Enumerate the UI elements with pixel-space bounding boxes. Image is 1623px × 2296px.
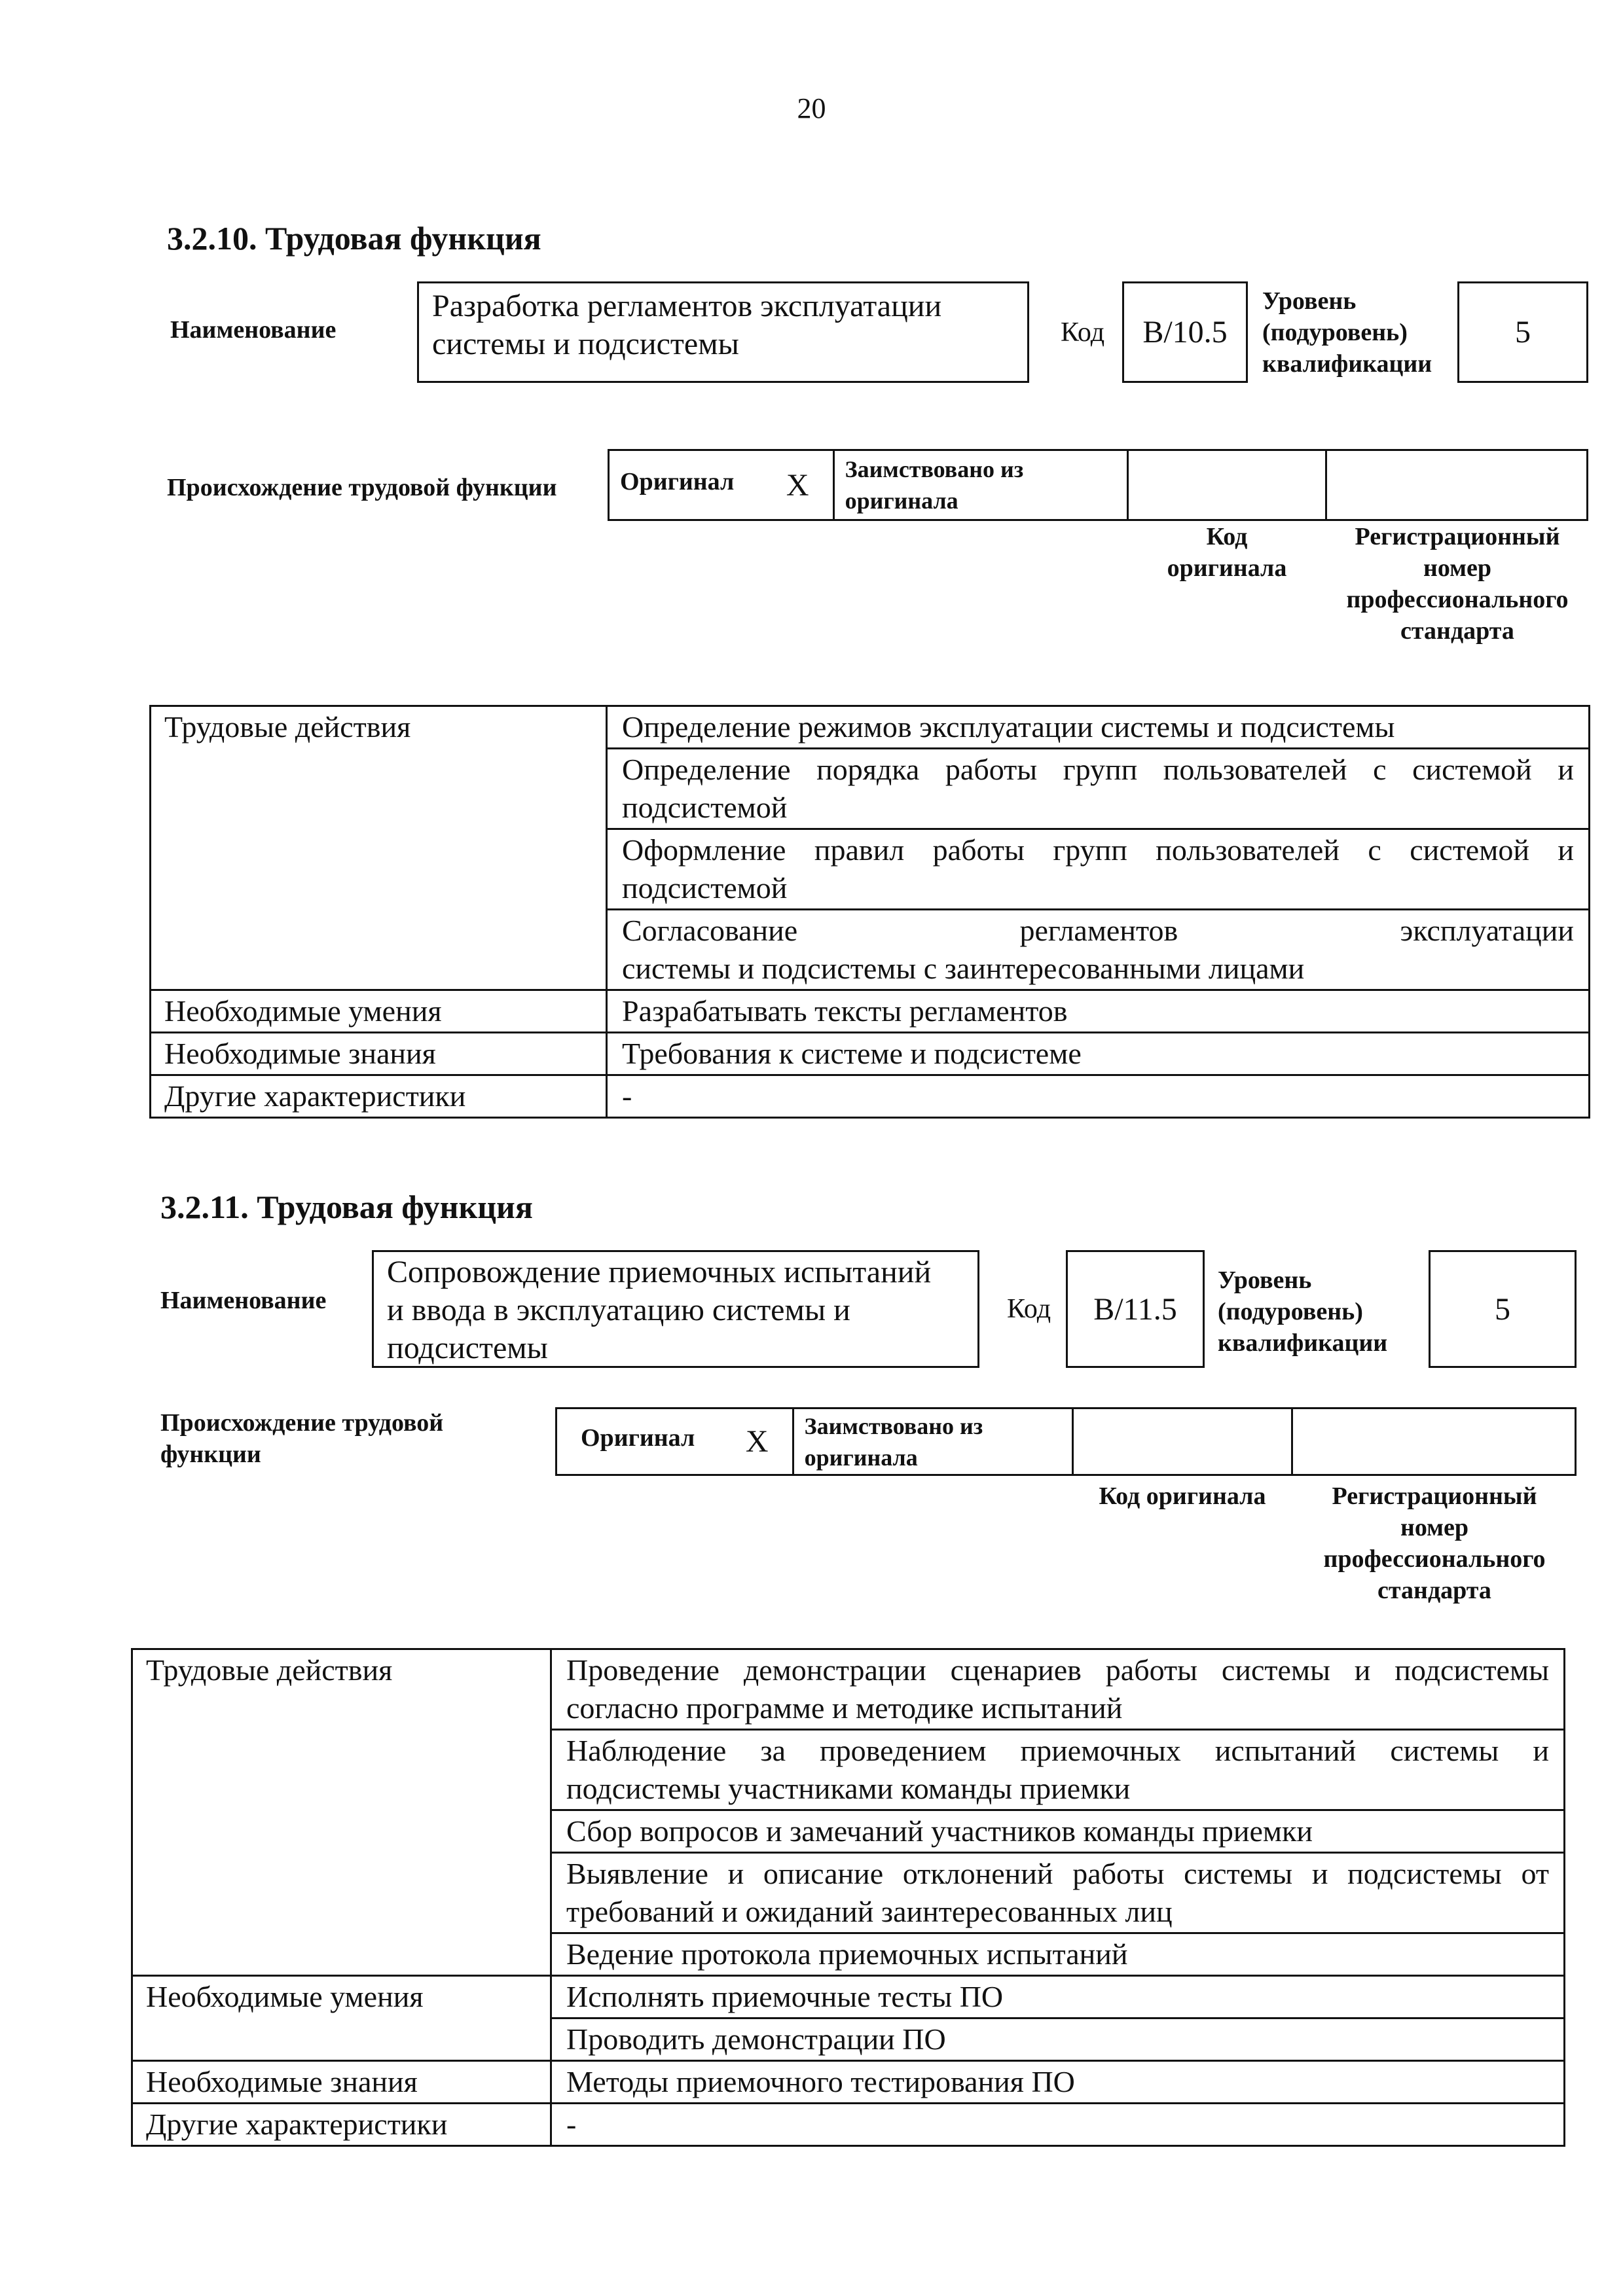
other-characteristics-value: -: [551, 2104, 1565, 2146]
origin-borrowed-line: Заимствовано из: [804, 1412, 983, 1439]
function-name-line: и ввода в эксплуатацию системы и: [387, 1293, 850, 1327]
labor-action: [551, 1933, 1565, 1976]
origin-label: Происхождение трудовой функции: [167, 474, 557, 501]
origin-borrowed-line: оригинала: [845, 488, 958, 514]
labor-action-line: подсистемой: [622, 791, 788, 824]
labor-action-line: подсистемой: [622, 871, 788, 905]
code-box: [1122, 281, 1248, 383]
skill-item: Проводить демонстрации ПО: [551, 2018, 1565, 2061]
labor-action: [551, 1810, 1565, 1853]
labor-action-line: Проведение демонстрации сценариев работы системы и подсистемы: [566, 1653, 1549, 1687]
labor-action: [607, 749, 1590, 829]
labor-action: [607, 706, 1590, 749]
level-value: 5: [1495, 1291, 1510, 1327]
origin-original-cell: [609, 450, 834, 520]
skill-item: Разрабатывать тексты регламентов: [607, 990, 1590, 1033]
origin-mark: X: [745, 1424, 769, 1459]
labor-action: [551, 1730, 1565, 1810]
knowledge-item: Методы приемочного тестирования ПО: [551, 2061, 1565, 2104]
function-name-line: Сопровождение приемочных испытаний: [387, 1255, 932, 1289]
skills-label: Необходимые умения: [132, 1976, 551, 2061]
level-box: [1429, 1250, 1577, 1368]
table-row: [132, 1976, 1565, 2018]
origin-original-label: Оригинал: [620, 467, 735, 495]
origin-borrowed-cell: [793, 1408, 1073, 1475]
function-name-box: [372, 1250, 979, 1368]
caption-line: стандарта: [1400, 617, 1514, 645]
name-label: Наименование: [170, 316, 337, 344]
level-label-line: квалификации: [1262, 350, 1432, 378]
caption-line: номер: [1400, 1514, 1469, 1541]
origin-reg-number-cell: [1326, 450, 1588, 520]
code-box: [1066, 1250, 1205, 1368]
knowledge-label: Необходимые знания: [132, 2061, 551, 2104]
caption-line: Регистрационный: [1355, 523, 1560, 550]
origin-borrowed-line: оригинала: [804, 1444, 918, 1471]
caption-line: профессионального: [1323, 1545, 1546, 1573]
code-label: Код: [1061, 317, 1105, 348]
caption-line: профессионального: [1346, 586, 1569, 613]
skills-label: Необходимые умения: [151, 990, 607, 1033]
function-table-3-2-11: [131, 1648, 1565, 2147]
origin-code-cell: [1073, 1408, 1292, 1475]
caption-original-code: [1127, 521, 1326, 584]
level-label-line: Уровень: [1262, 287, 1357, 315]
table-row: [151, 706, 1590, 749]
section-title-3-2-10: 3.2.10. Трудовая функция: [167, 220, 541, 257]
level-value: 5: [1515, 315, 1531, 350]
labor-action-line: Определение режимов эксплуатации системы и подсистемы: [622, 710, 1395, 744]
origin-label: [160, 1407, 443, 1470]
caption-line: Код: [1206, 523, 1248, 550]
function-table-3-2-10: [149, 705, 1590, 1119]
labor-action: [551, 1853, 1565, 1933]
labor-action-line: Наблюдение за проведением приемочных испытаний системы и: [566, 1734, 1549, 1767]
labor-action-line: Определение порядка работы групп пользователей с системой и: [622, 753, 1574, 786]
page-number: 20: [797, 92, 826, 124]
origin-mark: X: [786, 467, 809, 503]
labor-action: [607, 910, 1590, 990]
caption-line: стандарта: [1377, 1577, 1491, 1604]
caption-line: оригинала: [1167, 554, 1287, 582]
code-value: B/10.5: [1142, 315, 1228, 350]
function-name-line: подсистемы: [387, 1331, 548, 1365]
origin-code-cell: [1127, 450, 1326, 520]
code-label: Код: [1007, 1294, 1051, 1324]
function-name-box: [417, 281, 1029, 383]
caption-registration-number: [1326, 521, 1588, 647]
origin-original-cell: [556, 1408, 793, 1475]
origin-borrowed-cell: [833, 450, 1127, 520]
section-title-3-2-11: 3.2.11. Трудовая функция: [160, 1189, 533, 1225]
table-row: [132, 2104, 1565, 2146]
labor-action-line: согласно программе и методике испытаний: [566, 1691, 1123, 1725]
labor-action-line: подсистемы участниками команды приемки: [566, 1772, 1131, 1805]
labor-action-line: Сбор вопросов и замечаний участников команды приемки: [566, 1814, 1313, 1848]
knowledge-item: Требования к системе и подсистеме: [607, 1033, 1590, 1075]
level-label-line: (подуровень): [1262, 319, 1408, 346]
level-box: [1457, 281, 1588, 383]
labor-actions-label: Трудовые действия: [151, 706, 607, 990]
table-row: [132, 2061, 1565, 2104]
labor-action-line: требований и ожиданий заинтересованных лиц: [566, 1895, 1173, 1928]
origin-label-line: Происхождение трудовой: [160, 1409, 444, 1437]
level-label-line: (подуровень): [1218, 1298, 1363, 1325]
labor-action-line: Оформление правил работы групп пользователей с системой и: [622, 833, 1574, 867]
table-row: [151, 990, 1590, 1033]
origin-reg-number-cell: [1292, 1408, 1576, 1475]
caption-original-code: Код оригинала: [1099, 1482, 1266, 1510]
other-characteristics-value: -: [607, 1075, 1590, 1118]
labor-action-line: Выявление и описание отклонений работы системы и подсистемы от: [566, 1857, 1549, 1890]
function-name-line: Разработка регламентов эксплуатации: [432, 289, 942, 323]
level-label-line: Уровень: [1218, 1266, 1312, 1294]
table-row: [151, 1075, 1590, 1118]
origin-table: [555, 1407, 1577, 1476]
name-label: Наименование: [160, 1287, 327, 1314]
caption-line: номер: [1423, 554, 1492, 582]
labor-action: [607, 829, 1590, 910]
knowledge-label: Необходимые знания: [151, 1033, 607, 1075]
origin-borrowed-line: Заимствовано из: [845, 456, 1024, 482]
qualification-level-label: [1262, 285, 1432, 380]
caption-registration-number: [1292, 1480, 1577, 1606]
labor-action-line: Ведение протокола приемочных испытаний: [566, 1937, 1128, 1971]
labor-action-line: Согласование регламентов эксплуатации: [622, 914, 1574, 947]
origin-table: [608, 449, 1588, 521]
origin-label-line: функции: [160, 1441, 261, 1468]
skill-item: Исполнять приемочные тесты ПО: [551, 1976, 1565, 2018]
function-name-line: системы и подсистемы: [432, 327, 739, 361]
table-row: [132, 1649, 1565, 1730]
caption-line: Регистрационный: [1332, 1482, 1537, 1510]
code-value: B/11.5: [1093, 1291, 1177, 1327]
table-row: [151, 1033, 1590, 1075]
labor-action-line: системы и подсистемы с заинтересованными лицами: [622, 952, 1305, 985]
level-label-line: квалификации: [1218, 1329, 1388, 1357]
labor-actions-label: Трудовые действия: [132, 1649, 551, 1976]
qualification-level-label: [1218, 1265, 1387, 1359]
other-characteristics-label: Другие характеристики: [151, 1075, 607, 1118]
labor-action: [551, 1649, 1565, 1730]
other-characteristics-label: Другие характеристики: [132, 2104, 551, 2146]
origin-original-label: Оригинал: [581, 1424, 695, 1452]
